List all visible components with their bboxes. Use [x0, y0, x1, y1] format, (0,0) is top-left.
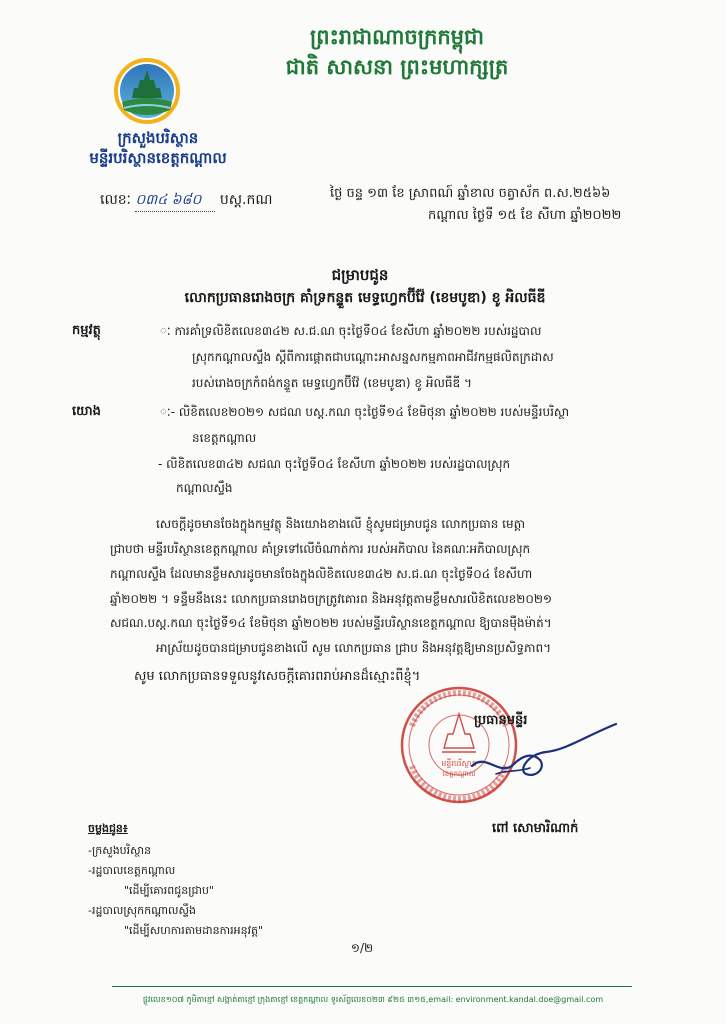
ministry-logo	[112, 58, 182, 124]
body-line-5: សជណ.បស្ត.កណ ចុះថ្ងៃទី១៤ ខែមិថុនា ឆ្នាំ២០២២ របស់មន្ទីរបរិស្ថានខេត្តកណ្ដាល ឱ្យបានម៉ឺងម៉ាត់។	[110, 616, 552, 630]
subject-line-2: ស្រុកកណ្ដាលស្ទឹង ស្ដីពីការផ្ដោតជាបណ្ដោះអាសន្នសកម្មភាពអាជីវកម្មផលិតក្រដាស	[192, 350, 554, 364]
signatory-name: ពៅ សោមារិណាក់	[492, 821, 579, 836]
reference-doc-2-line-2: កណ្ដាលស្ទឹង	[176, 481, 233, 495]
cc-item-note: "ដើម្បីគោរពជូនជ្រាប"	[124, 884, 214, 897]
lunar-date: ថ្ងៃ ចន្ទ ១៣ ខែ ស្រាពណ៍ ឆ្នាំខាល ចត្វាស័ក ព.ស.២៥៦៦	[330, 186, 611, 201]
reference-suffix: បស្ត.កណ	[219, 192, 273, 208]
national-motto: ជាតិ សាសនា ព្រះមហាក្សត្រ	[285, 55, 509, 79]
reference-docs-label: យោង	[72, 404, 101, 419]
recipient-line: លោកប្រធានរោងចក្រ គាំទ្រកន្ទួត មេទ្ធហ្វេកប៊ីវ៉ែ (ខេមបូឌា) ខូ អិលធីឌី	[184, 290, 546, 306]
cc-item: -រដ្ឋបាលខេត្តកណ្ដាល	[88, 864, 176, 877]
signatory-title: ប្រធានមន្ទីរ	[474, 713, 528, 728]
national-header	[232, 22, 562, 82]
closing-line: សូម លោកប្រធានទទួលនូវសេចក្ដីគោរពរាប់អានដ៏ស្មោះពីខ្ញុំ។	[134, 669, 421, 684]
solar-date: កណ្ដាល ថ្ងៃទី ១៥ ខែ សីហា ឆ្នាំ២០២២	[428, 208, 622, 223]
reference-doc-1-line-2: នខេត្តកណ្ដាល	[192, 431, 257, 445]
svg-text:ខេត្តកណ្ដាល: ខេត្តកណ្ដាល	[442, 770, 476, 778]
reference-value: ០៣៤ ៦៨០	[135, 190, 215, 212]
subject-label: កម្មវត្ថុ	[72, 323, 101, 338]
body-line-1: សេចក្ដីដូចមានចែងក្នុងកម្មវត្ថុ និងយោងខាងលើ ខ្ញុំសូមជម្រាបជូន លោកប្រធាន មេត្តា	[156, 517, 525, 531]
footer-address: ផ្លូវលេខ១០៧ ភូមិតាខ្មៅ សង្កាត់តាខ្មៅ ក្រុងតាខ្មៅ ខេត្តកណ្ដាល ទូរស័ព្ទលេខ០២៣ ៩២៥ ៣១៥,email: environment.kandal.doe@gmail.com	[142, 995, 604, 1004]
subject-line-1: ៈ ការគាំទ្រលិខិតលេខ៣៤២ ស.ជ.ណ ចុះថ្ងៃទី០៤ ខែសីហា ឆ្នាំ២០២២ របស់រដ្ឋបាល	[160, 324, 542, 338]
footer-divider	[112, 986, 632, 987]
cc-item: -ក្រសួងបរិស្ថាន	[88, 844, 152, 857]
reference-number	[100, 190, 273, 212]
cc-item: -រដ្ឋបាលស្រុកកណ្ដាលស្ទឹង	[88, 904, 196, 917]
reference-doc-2-line-1: - លិខិតលេខ៣៤២ សជណ ចុះថ្ងៃទី០៤ ខែសីហា ឆ្នាំ២០២២ របស់រដ្ឋបាលស្រុក	[158, 457, 511, 471]
body-line-2: ជ្រាបថា មន្ទីរបរិស្ថានខេត្តកណ្ដាល គាំទ្រទៅលើចំណាត់ការ របស់អភិបាល នៃគណៈអភិបាលស្រុក	[110, 542, 531, 556]
handwritten-signature	[456, 722, 620, 792]
kingdom-title: ព្រះរាជាណាចក្រកម្ពុជា	[309, 25, 484, 49]
cc-item-note: "ដើម្បីសហការតាមដានការអនុវត្ត"	[124, 924, 264, 937]
subject-line-3: របស់រោងចក្រកំពង់កន្ទួត មេទ្ធហ្វេកប៊ីវ៉ែ (ខេមបូឌា) ខូ អិលធីឌី ។	[192, 376, 472, 390]
cc-heading: ចម្លងជូន៖	[88, 822, 128, 835]
svg-text:មន្ទីរបរិស្ថាន: មន្ទីរបរិស្ថាន	[441, 759, 477, 768]
reference-label: លេខៈ	[100, 192, 131, 208]
department-name: មន្ទីរបរិស្ថានខេត្តកណ្ដាល	[89, 149, 227, 167]
body-line-3: កណ្ដាលស្ទឹង ដែលមានខ្លឹមសារដូចមានចែងក្នុងលិខិតលេខ៣៤២ ស.ជ.ណ ចុះថ្ងៃទី០៤ ខែសីហា	[110, 567, 533, 581]
body-line-4: ឆ្នាំ២០២២ ។ ទន្ទឹមនឹងនេះ លោកប្រធានរោងចក្រត្រូវគោរព និងអនុវត្តតាមខ្លឹមសារលិខិតលេខ២០២១	[110, 592, 552, 606]
body-line-6: អាស្រ័យដូចបានជម្រាបជូនខាងលើ សូម លោកប្រធាន ជ្រាប និងអនុវត្តឱ្យមានប្រសិទ្ធភាព។	[156, 641, 552, 655]
reference-doc-1-line-1: ៈ- លិខិតលេខ២០២១ សជណ បស្ត.កណ ចុះថ្ងៃទី១៤ ខែមិថុនា ឆ្នាំ២០២២ របស់មន្ទីរបរិស្ថា	[160, 405, 570, 419]
org-block	[68, 128, 248, 168]
page-number: ១/២	[350, 941, 374, 955]
salutation-respect: ជម្រាបជូន	[331, 266, 389, 284]
ministry-name: ក្រសួងបរិស្ថាន	[117, 129, 199, 147]
